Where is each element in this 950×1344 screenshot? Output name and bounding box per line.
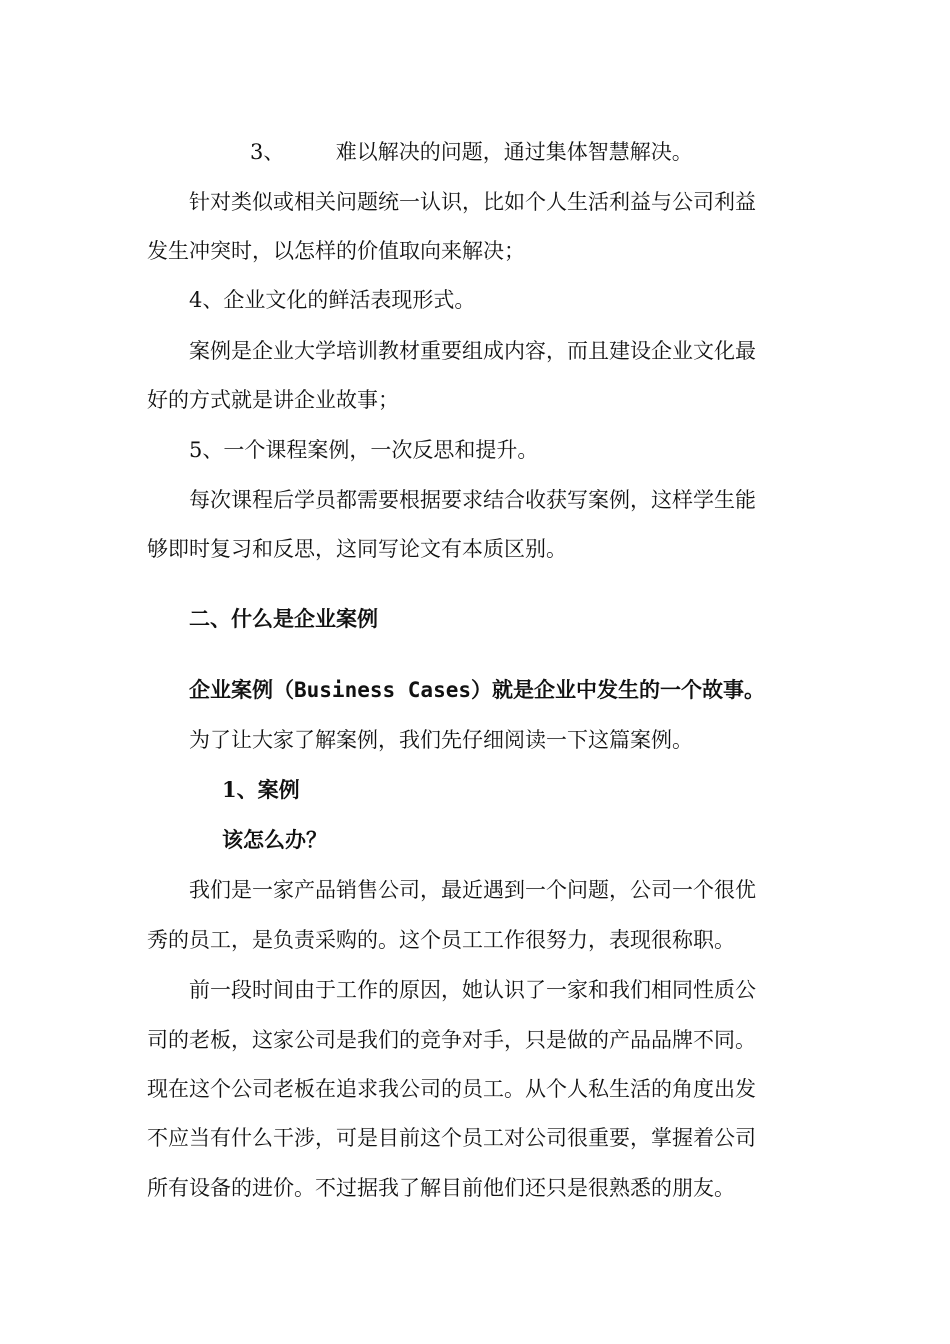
intro-line: 为了让大家了解案例，我们先仔细阅读一下这篇案例。 — [189, 728, 693, 752]
definition-prefix: 企业案例（ — [189, 677, 294, 702]
case-heading: 1、案例 — [222, 777, 300, 802]
list-item-3 — [250, 138, 693, 166]
list-number: 3、 — [250, 140, 285, 164]
paragraph-line: 好的方式就是讲企业故事； — [147, 388, 399, 412]
definition-suffix: ）就是企业中发生的一个故事。 — [471, 677, 766, 702]
list-item-4: 4、企业文化的鲜活表现形式。 — [189, 288, 476, 312]
list-item-5: 5、一个课程案例，一次反思和提升。 — [189, 438, 539, 462]
definition-line — [189, 676, 765, 704]
story-line: 所有设备的进价。不过据我了解目前他们还只是很熟悉的朋友。 — [147, 1176, 735, 1200]
paragraph-line: 够即时复习和反思，这同写论文有本质区别。 — [147, 537, 567, 561]
list-text: 难以解决的问题，通过集体智慧解决。 — [335, 140, 693, 164]
story-line: 司的老板，这家公司是我们的竞争对手，只是做的产品品牌不同。 — [147, 1028, 756, 1052]
case-title: 该怎么办？ — [222, 827, 327, 852]
story-line: 不应当有什么干涉，可是目前这个员工对公司很重要，掌握着公司 — [147, 1126, 756, 1150]
paragraph-line: 发生冲突时，以怎样的价值取向来解决； — [147, 239, 525, 263]
story-line: 秀的员工，是负责采购的。这个员工工作很努力，表现很称职。 — [147, 928, 735, 952]
definition-english: Business Cases — [294, 678, 472, 702]
story-line: 现在这个公司老板在追求我公司的员工。从个人私生活的角度出发 — [147, 1077, 756, 1101]
section-heading: 二、什么是企业案例 — [189, 606, 378, 631]
paragraph-line: 案例是企业大学培训教材重要组成内容，而且建设企业文化最 — [189, 339, 756, 363]
story-line: 我们是一家产品销售公司，最近遇到一个问题，公司一个很优 — [189, 878, 756, 902]
story-line: 前一段时间由于工作的原因，她认识了一家和我们相同性质公 — [189, 978, 756, 1002]
paragraph-line: 每次课程后学员都需要根据要求结合收获写案例，这样学生能 — [189, 488, 756, 512]
paragraph-line: 针对类似或相关问题统一认识，比如个人生活利益与公司利益 — [189, 190, 756, 214]
